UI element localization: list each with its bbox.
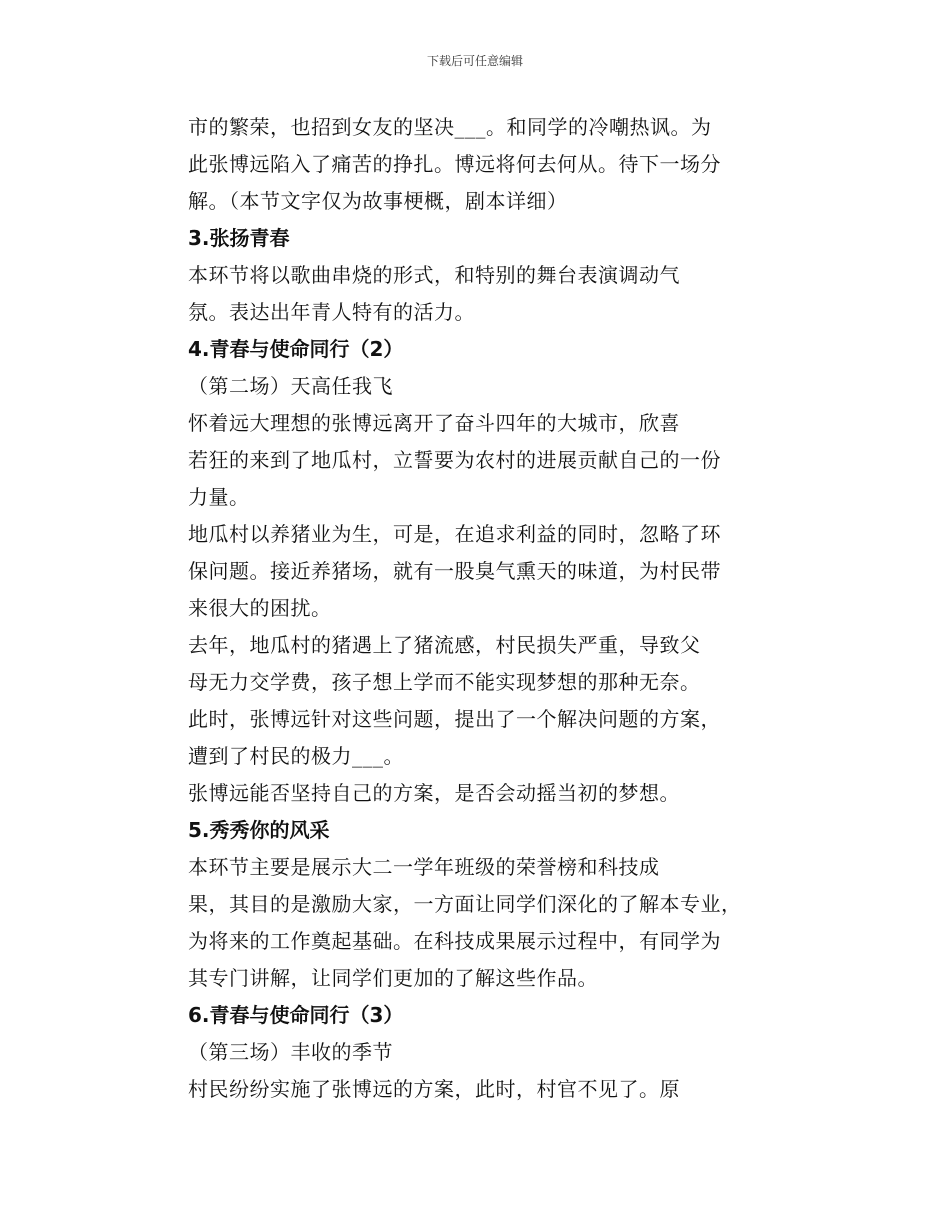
paragraph-line: 去年，地瓜村的猪遇上了猪流感，村民损失严重，导致父	[188, 633, 701, 657]
paragraph-line: 此时，张博远针对这些问题，提出了一个解决问题的方案，	[188, 707, 721, 731]
section-heading: 3.张扬青春	[188, 226, 290, 250]
page-header: 下载后可任意编辑	[426, 54, 523, 68]
paragraph-line: （第三场）丰收的季节	[188, 1040, 393, 1064]
paragraph-line: 解。（本节文字仅为故事梗概，剧本详细）	[188, 189, 568, 213]
paragraph-line: 村民纷纷实施了张博远的方案，此时，村官不见了。原	[188, 1077, 680, 1101]
paragraph-line: 保问题。接近养猪场，就有一股臭气熏天的味道，为村民带	[188, 559, 721, 583]
paragraph-line: 本环节将以歌曲串烧的形式，和特别的舞台表演调动气	[188, 263, 680, 287]
paragraph-line: 母无力交学费，孩子想上学而不能实现梦想的那种无奈。	[188, 670, 701, 694]
section-heading: 4.青春与使命同行（2）	[188, 337, 404, 361]
paragraph-line: 本环节主要是展示大二一学年班级的荣誉榜和科技成	[188, 855, 660, 879]
paragraph-line: 力量。	[188, 485, 250, 509]
paragraph-line: 来很大的困扰。	[188, 596, 332, 620]
paragraph-line: 地瓜村以养猪业为生，可是，在追求利益的同时，忽略了环	[188, 522, 721, 546]
paragraph-line: 果，其目的是激励大家，一方面让同学们深化的了解本专业，	[188, 892, 742, 916]
paragraph-line: 其专门讲解，让同学们更加的了解这些作品。	[188, 966, 598, 990]
paragraph-line: 张博远能否坚持自己的方案，是否会动摇当初的梦想。	[188, 781, 680, 805]
section-heading: 6.青春与使命同行（3）	[188, 1003, 404, 1027]
paragraph-line: 氛。表达出年青人特有的活力。	[188, 300, 475, 324]
paragraph-line: 为将来的工作奠起基础。在科技成果展示过程中，有同学为	[188, 929, 721, 953]
document-body	[188, 109, 788, 1108]
section-heading: 5.秀秀你的风采	[188, 818, 330, 842]
paragraph-line: （第二场）天高任我飞	[188, 374, 393, 398]
paragraph-line: 此张博远陷入了痛苦的挣扎。博远将何去何从。待下一场分	[188, 152, 721, 176]
paragraph-line: 怀着远大理想的张博远离开了奋斗四年的大城市，欣喜	[188, 411, 680, 435]
paragraph-line: 若狂的来到了地瓜村，立誓要为农村的进展贡献自己的一份	[188, 448, 721, 472]
paragraph-line: 遭到了村民的极力___。	[188, 744, 404, 768]
paragraph-line: 市的繁荣，也招到女友的坚决___。和同学的冷嘲热讽。为	[188, 115, 712, 139]
